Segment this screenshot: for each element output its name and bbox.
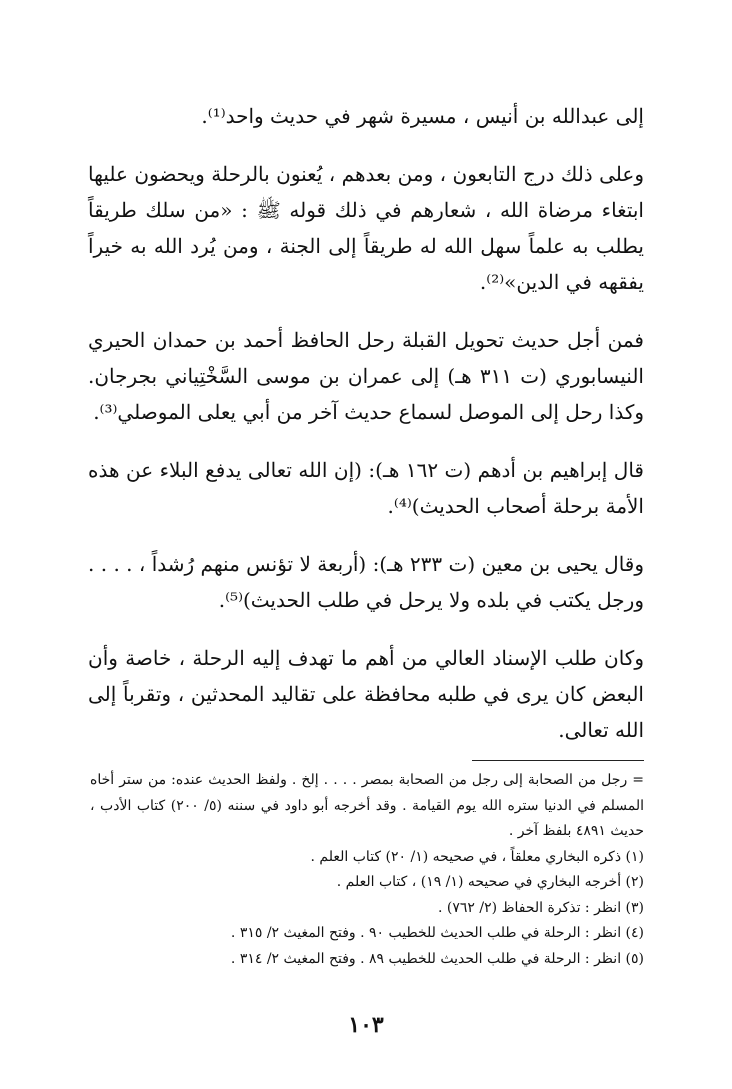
footnotes [90,768,644,972]
paragraph: وقال يحيى بن معين (ت ٢٣٣ هـ): (أربعة لا تؤنس منهم رُشداً ، . . . . ورجل يكتب في بلده ولا يرحل في طلب الحديث)⁽⁵⁾. [88,552,644,612]
footnote-item: (٣) انظر : تذكرة الحفاظ (٢/ ٧٦٢) . [438,899,644,916]
footnote-item: (١) ذكره البخاري معلقاً ، في صحيحه (١/ ٢٠) كتاب العلم . [310,848,644,865]
paragraph: وعلى ذلك درج التابعون ، ومن بعدهم ، يُعنون بالرحلة ويحضون عليها ابتغاء مرضاة الله ، شعارهم في ذلك قوله ﷺ : «من سلك طريقاً يطلب به علماً سهل الله له طريقاً إلى الجنة ، ومن يُرد الله به خيراً يفقهه في الدين»⁽²⁾. [88,162,644,294]
paragraph: قال إبراهيم بن أدهم (ت ١٦٢ هـ): (إن الله تعالى يدفع البلاء عن هذه الأمة برحلة أصحاب الحديث)⁽⁴⁾. [88,458,644,518]
footnote-continuation: = رجل من الصحابة إلى رجل من الصحابة بمصر . . . . إلخ . ولفظ الحديث عنده: من ستر أخاه المسلم في الدنيا ستره الله يوم القيامة . وقد أخرجه أبو داود في سننه (٥/ ٢٠٠) كتاب الأدب ، حديث ٤٨٩١ بلفظ آخر . [90,772,644,839]
footnote-separator [472,760,644,761]
page-number: ١٠٣ [348,1012,384,1038]
paragraph: إلى عبدالله بن أنيس ، مسيرة شهر في حديث واحد⁽¹⁾. [201,104,644,128]
main-text [88,98,644,748]
footnote-item: (٥) انظر : الرحلة في طلب الحديث للخطيب ٨٩ . وفتح المغيث ٢/ ٣١٤ . [230,950,644,967]
footnote-item: (٤) انظر : الرحلة في طلب الحديث للخطيب ٩٠ . وفتح المغيث ٢/ ٣١٥ . [230,925,644,941]
paragraph: وكان طلب الإسناد العالي من أهم ما تهدف إليه الرحلة ، خاصة وأن البعض كان يرى في طلبه محافظة على تقاليد المحدثين ، وتقرباً إلى الله تعالى. [88,646,644,742]
footnote-item: (٢) أخرجه البخاري في صحيحه (١/ ١٩) ، كتاب العلم . [336,874,644,890]
paragraph: فمن أجل حديث تحويل القبلة رحل الحافظ أحمد بن حمدان الحيري النيسابوري (ت ٣١١ هـ) إلى عمران بن موسى السَّخْتِياني بجرجان. وكذا رحل إلى الموصل لسماع حديث آخر من أبي يعلى الموصلي⁽³⁾. [88,328,644,424]
